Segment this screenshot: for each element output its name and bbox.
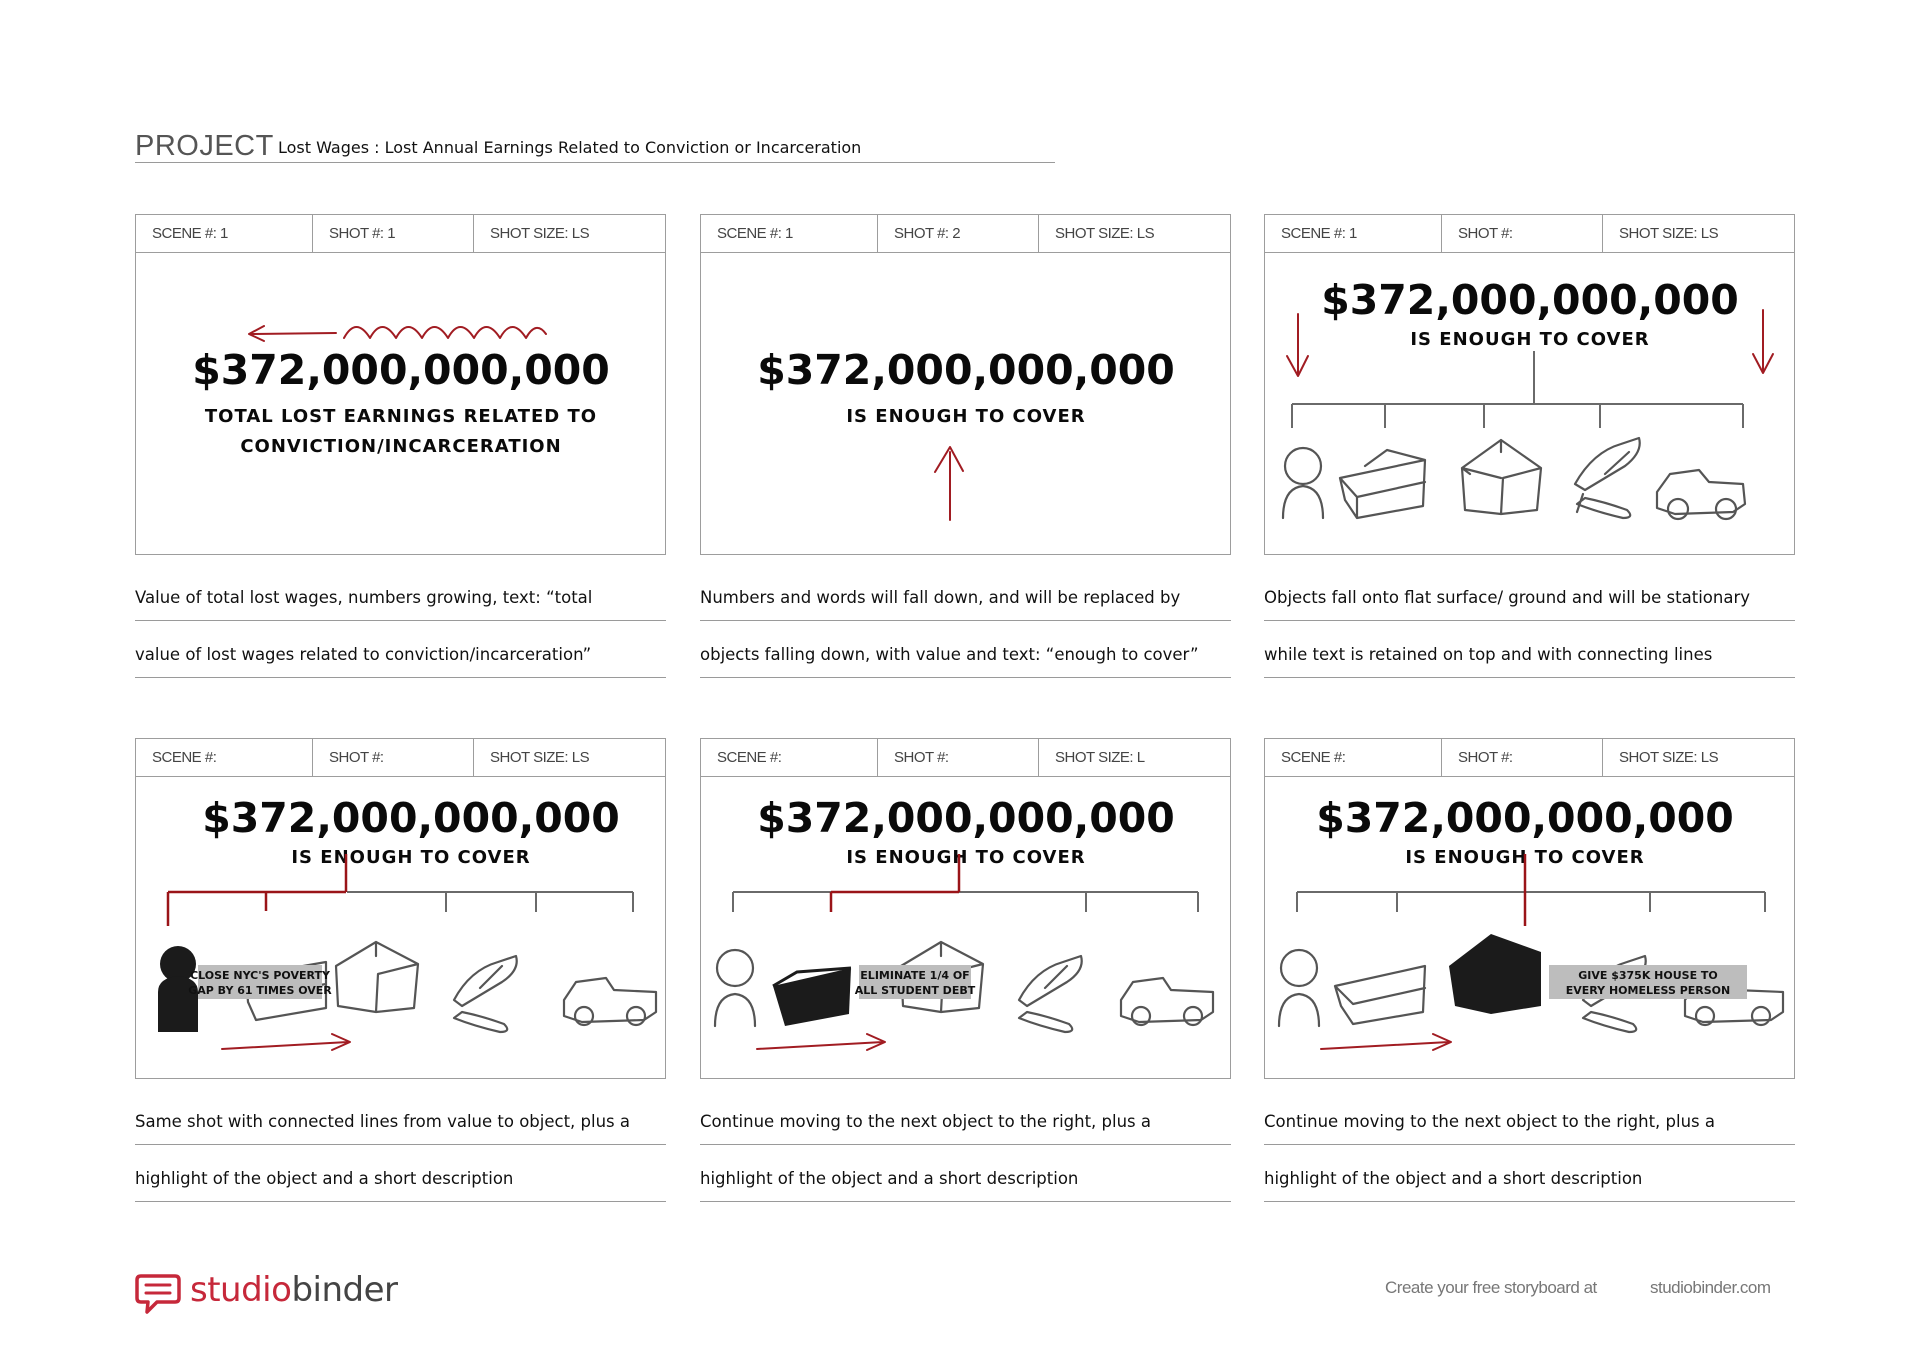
house-filled-sketch bbox=[1449, 934, 1541, 1014]
scene-number: SCENE #: bbox=[701, 739, 878, 776]
brand-wordmark bbox=[190, 1270, 398, 1310]
shot-number: SHOT #: bbox=[313, 739, 474, 776]
shot-number: SHOT #: bbox=[1442, 215, 1603, 252]
connector-lines bbox=[733, 892, 1198, 912]
scene-number: SCENE #: 1 bbox=[136, 215, 313, 252]
amount-text: $372,000,000,000 bbox=[1316, 794, 1734, 842]
description-line-1: Objects fall onto flat surface/ ground and will be stationary bbox=[1264, 588, 1795, 621]
open-box-sketch bbox=[1340, 450, 1425, 518]
scene-number: SCENE #: bbox=[136, 739, 313, 776]
description-line-1: Continue moving to the next object to the right, plus a bbox=[1264, 1112, 1795, 1145]
panel-header bbox=[136, 739, 665, 777]
shot-size: SHOT SIZE: LS bbox=[490, 225, 590, 242]
connector-lines bbox=[347, 892, 633, 912]
project-label: PROJECT bbox=[135, 130, 274, 162]
project-header bbox=[135, 128, 1055, 163]
shot-size: SHOT SIZE: LS bbox=[1619, 749, 1719, 766]
right-arrow-sketch bbox=[757, 1034, 885, 1050]
scene-number: SCENE #: bbox=[1265, 739, 1442, 776]
storyboard-panel-4 bbox=[135, 738, 666, 1079]
amount-text: $372,000,000,000 bbox=[757, 346, 1175, 394]
shot-number: SHOT #: bbox=[878, 739, 1039, 776]
airplane-sketch bbox=[454, 956, 517, 1032]
amount-text: $372,000,000,000 bbox=[192, 346, 610, 394]
left-arrow-sketch bbox=[249, 326, 336, 341]
description-line-2: highlight of the object and a short description bbox=[700, 1169, 1231, 1202]
storyboard-panel-3 bbox=[1264, 214, 1795, 555]
footer-url-link[interactable]: studiobinder.com bbox=[1650, 1278, 1771, 1297]
caption-line-2: CONVICTION/INCARCERATION bbox=[240, 436, 562, 457]
description-tag-line-2: GAP BY 61 TIMES OVER bbox=[188, 984, 332, 997]
caption-line-1: IS ENOUGH TO COVER bbox=[1405, 847, 1645, 868]
scene-number: SCENE #: 1 bbox=[1265, 215, 1442, 252]
caption-line-1: IS ENOUGH TO COVER bbox=[846, 847, 1086, 868]
description-line-2: highlight of the object and a short description bbox=[1264, 1169, 1795, 1202]
storyboard-panel-2 bbox=[700, 214, 1231, 555]
amount-text: $372,000,000,000 bbox=[1321, 276, 1739, 324]
house-sketch bbox=[336, 942, 418, 1012]
shot-number: SHOT #: 1 bbox=[313, 215, 474, 252]
panel-sketch bbox=[701, 776, 1232, 1080]
panel-header bbox=[1265, 215, 1794, 253]
growing-arcs-sketch bbox=[344, 327, 546, 338]
car-sketch bbox=[1121, 978, 1213, 1025]
panel-sketch bbox=[701, 252, 1232, 556]
shot-number: SHOT #: 2 bbox=[878, 215, 1039, 252]
storyboard-panel-6 bbox=[1264, 738, 1795, 1079]
panel-header bbox=[1265, 739, 1794, 777]
panel-sketch bbox=[1265, 252, 1796, 556]
description-line-1: Same shot with connected lines from value to object, plus a bbox=[135, 1112, 666, 1145]
caption-line-1: TOTAL LOST EARNINGS RELATED TO bbox=[204, 406, 598, 427]
description-line-1: Continue moving to the next object to the right, plus a bbox=[700, 1112, 1231, 1145]
shot-size: SHOT SIZE: LS bbox=[490, 749, 590, 766]
up-arrow-sketch bbox=[935, 447, 963, 520]
person-sketch bbox=[1279, 950, 1319, 1026]
caption-line-1: IS ENOUGH TO COVER bbox=[291, 847, 531, 868]
person-sketch bbox=[1283, 448, 1323, 518]
shot-size: SHOT SIZE: L bbox=[1055, 749, 1145, 766]
studiobinder-logo[interactable] bbox=[135, 1268, 455, 1316]
car-sketch bbox=[564, 978, 656, 1025]
connector-lines bbox=[1297, 892, 1765, 912]
panel-sketch bbox=[136, 252, 667, 556]
airplane-sketch bbox=[1019, 956, 1082, 1032]
panel-sketch bbox=[136, 776, 667, 1080]
description-line-2: objects falling down, with value and text: “enough to cover” bbox=[700, 645, 1231, 678]
brand-part-1: studio bbox=[190, 1270, 292, 1310]
storyboard-panel-1 bbox=[135, 214, 666, 555]
amount-text: $372,000,000,000 bbox=[757, 794, 1175, 842]
car-sketch bbox=[1657, 470, 1745, 519]
description-tag-line-1: ELIMINATE 1/4 OF bbox=[860, 969, 970, 982]
caption-line-1: IS ENOUGH TO COVER bbox=[1410, 329, 1650, 350]
description-tag-line-1: CLOSE NYC'S POVERTY bbox=[190, 969, 330, 982]
down-arrow-right-sketch bbox=[1753, 310, 1773, 373]
description-line-1: Numbers and words will fall down, and will be replaced by bbox=[700, 588, 1231, 621]
open-box-filled-sketch bbox=[773, 968, 851, 1026]
down-arrow-left-sketch bbox=[1287, 314, 1308, 376]
brand-part-2: binder bbox=[291, 1270, 398, 1310]
house-sketch bbox=[1462, 440, 1541, 514]
description-line-2: value of lost wages related to conviction/incarceration” bbox=[135, 645, 666, 678]
person-sketch bbox=[715, 950, 755, 1026]
chat-bubble-icon bbox=[135, 1272, 181, 1316]
scene-number: SCENE #: 1 bbox=[701, 215, 878, 252]
description-tag-line-1: GIVE $375K HOUSE TO bbox=[1578, 969, 1718, 982]
right-arrow-sketch bbox=[222, 1034, 350, 1050]
storyboard-panel-5 bbox=[700, 738, 1231, 1079]
shot-size: SHOT SIZE: LS bbox=[1619, 225, 1719, 242]
project-title: Lost Wages : Lost Annual Earnings Related to Conviction or Incarceration bbox=[278, 138, 862, 157]
description-line-2: while text is retained on top and with connecting lines bbox=[1264, 645, 1795, 678]
panel-header bbox=[701, 215, 1230, 253]
amount-text: $372,000,000,000 bbox=[202, 794, 620, 842]
panel-header bbox=[136, 215, 665, 253]
description-line-1: Value of total lost wages, numbers growing, text: “total bbox=[135, 588, 666, 621]
caption-line-1: IS ENOUGH TO COVER bbox=[846, 406, 1086, 427]
description-tag-line-2: EVERY HOMELESS PERSON bbox=[1565, 984, 1731, 997]
open-box-sketch bbox=[1335, 966, 1425, 1024]
footer-cta bbox=[1385, 1278, 1785, 1308]
footer-cta-text: Create your free storyboard at bbox=[1385, 1278, 1597, 1297]
description-line-2: highlight of the object and a short description bbox=[135, 1169, 666, 1202]
description-tag-line-2: ALL STUDENT DEBT bbox=[854, 984, 976, 997]
connector-lines bbox=[1292, 351, 1743, 428]
airplane-sketch bbox=[1575, 438, 1640, 518]
right-arrow-sketch bbox=[1321, 1034, 1451, 1050]
panel-sketch bbox=[1265, 776, 1796, 1080]
panel-header bbox=[701, 739, 1230, 777]
shot-size: SHOT SIZE: LS bbox=[1055, 225, 1155, 242]
shot-number: SHOT #: bbox=[1442, 739, 1603, 776]
